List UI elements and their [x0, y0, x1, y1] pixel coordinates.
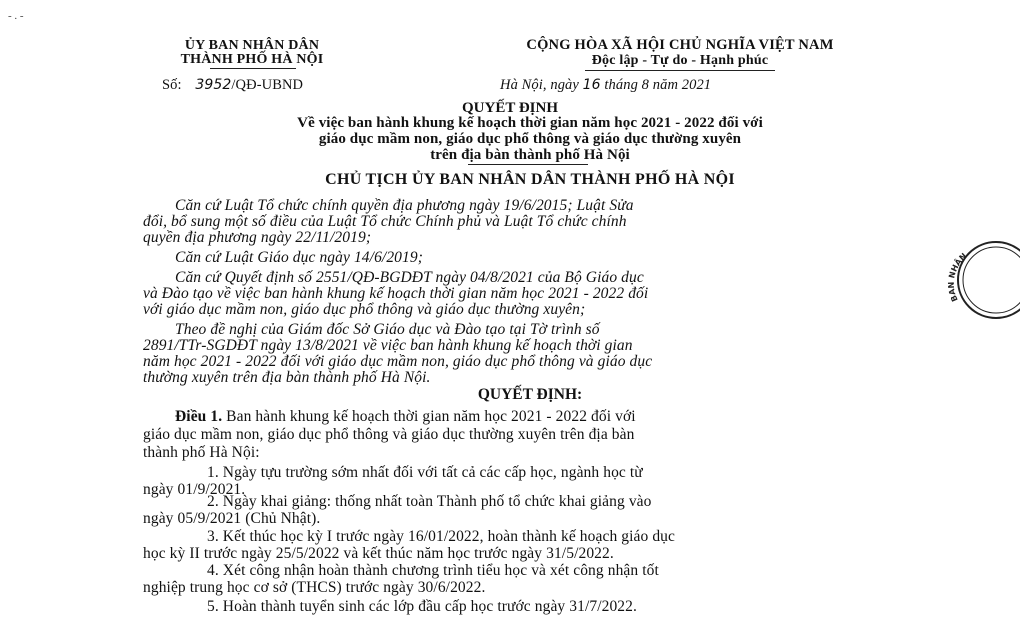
decision-heading: QUYẾT ĐỊNH: [477, 386, 583, 403]
preamble-1-line-2: đổi, bổ sung một số điều của Luật Tổ chức Chính phủ và Luật Tổ chức chính [143, 213, 627, 230]
document-number-prefix: Số: [162, 77, 182, 93]
preamble-3-line-1: Căn cứ Quyết định số 2551/QĐ-BGDĐT ngày 04/8/2021 của Bộ Giáo dục [175, 269, 644, 286]
item-2-line-1: 2. Ngày khai giảng: thống nhất toàn Thành phố tổ chức khai giảng vào [207, 493, 652, 510]
document-title: QUYẾT ĐỊNH [462, 100, 558, 116]
article-1-label: Điều 1. [175, 408, 223, 425]
preamble-1-line-3: quyền địa phương ngày 22/11/2019; [143, 229, 372, 246]
official-seal [940, 238, 1020, 320]
item-3-line-2: học kỳ II trước ngày 25/5/2022 và kết thúc năm học trước ngày 31/5/2022. [143, 545, 614, 562]
corner-mark: - . - [8, 10, 24, 22]
preamble-4-line-2: 2891/TTr-SGDĐT ngày 13/8/2021 về việc ban hành khung kế hoạch thời gian [143, 337, 633, 354]
subject-line-3: trên địa bàn thành phố Hà Nội [430, 147, 630, 163]
document-number-suffix: /QĐ-UBND [231, 77, 304, 93]
preamble-4-line-1: Theo đề nghị của Giám đốc Sở Giáo dục và Đào tạo tại Tờ trình số [175, 321, 600, 338]
item-3-line-1: 3. Kết thúc học kỳ I trước ngày 16/01/2022, hoàn thành kế hoạch giáo dục [207, 528, 676, 545]
item-2-line-2: ngày 05/9/2021 (Chủ Nhật). [143, 510, 321, 527]
item-4-line-1: 4. Xét công nhận hoàn thành chương trình tiểu học và xét công nhận tốt [207, 562, 659, 579]
preamble-3-line-2: và Đào tạo về việc ban hành khung kế hoạch thời gian năm học 2021 - 2022 đối [143, 285, 649, 302]
item-5-line-1: 5. Hoàn thành tuyển sinh các lớp đầu cấp học trước ngày 31/7/2022. [207, 598, 637, 615]
date-line [500, 76, 711, 94]
preamble-2-line-1: Căn cứ Luật Giáo dục ngày 14/6/2019; [175, 249, 423, 266]
article-1-line-3: thành phố Hà Nội: [143, 444, 260, 461]
item-1-line-1: 1. Ngày tựu trường sớm nhất đối với tất cả các cấp học, ngành học từ [207, 464, 643, 481]
subject-line-1: Về việc ban hành khung kế hoạch thời gian năm học 2021 - 2022 đối với [297, 115, 763, 131]
document-number-handwritten: 3952 [195, 77, 232, 93]
preamble-1-line-1: Căn cứ Luật Tổ chức chính quyền địa phương ngày 19/6/2015; Luật Sửa [175, 197, 634, 214]
document-number [162, 76, 303, 94]
issuer-line-1: ỦY BAN NHÂN DÂN [184, 38, 320, 53]
preamble-4-line-3: năm học 2021 - 2022 đối với giáo dục mầm non, giáo dục phổ thông và giáo dục [143, 353, 653, 370]
date-day-handwritten: 16 [582, 77, 601, 93]
article-1-line-1 [175, 408, 636, 426]
item-1-line-2: ngày 01/9/2021. [143, 481, 246, 498]
issuing-authority: CHỦ TỊCH ỦY BAN NHÂN DÂN THÀNH PHỐ HÀ NỘI [325, 171, 735, 188]
article-1-line-2: giáo dục mầm non, giáo dục phổ thông và giáo dục thường xuyên trên địa bàn [143, 426, 635, 443]
national-motto: Độc lập - Tự do - Hạnh phúc [591, 53, 769, 68]
preamble-4-line-4: thường xuyên trên địa bàn thành phố Hà Nội. [143, 369, 431, 386]
subject-underline [468, 164, 588, 165]
issuer-underline [210, 68, 296, 69]
national-title: CỘNG HÒA XÃ HỘI CHỦ NGHĨA VIỆT NAM [526, 37, 834, 53]
seal-text: BAN NHÂN [946, 251, 969, 303]
date-suffix: tháng 8 năm 2021 [604, 77, 712, 93]
item-4-line-2: nghiệp trung học cơ sở (THCS) trước ngày 30/6/2022. [143, 579, 486, 596]
motto-underline [585, 70, 775, 71]
subject-line-2: giáo dục mầm non, giáo dục phổ thông và giáo dục thường xuyên [318, 131, 742, 147]
preamble-3-line-3: với giáo dục mầm non, giáo dục phổ thông và giáo dục thường xuyên; [143, 301, 586, 318]
date-prefix: Hà Nội, ngày [500, 77, 579, 93]
issuer-line-2: THÀNH PHỐ HÀ NỘI [180, 52, 324, 67]
article-1-text: Ban hành khung kế hoạch thời gian năm học 2021 - 2022 đối với [222, 408, 636, 425]
